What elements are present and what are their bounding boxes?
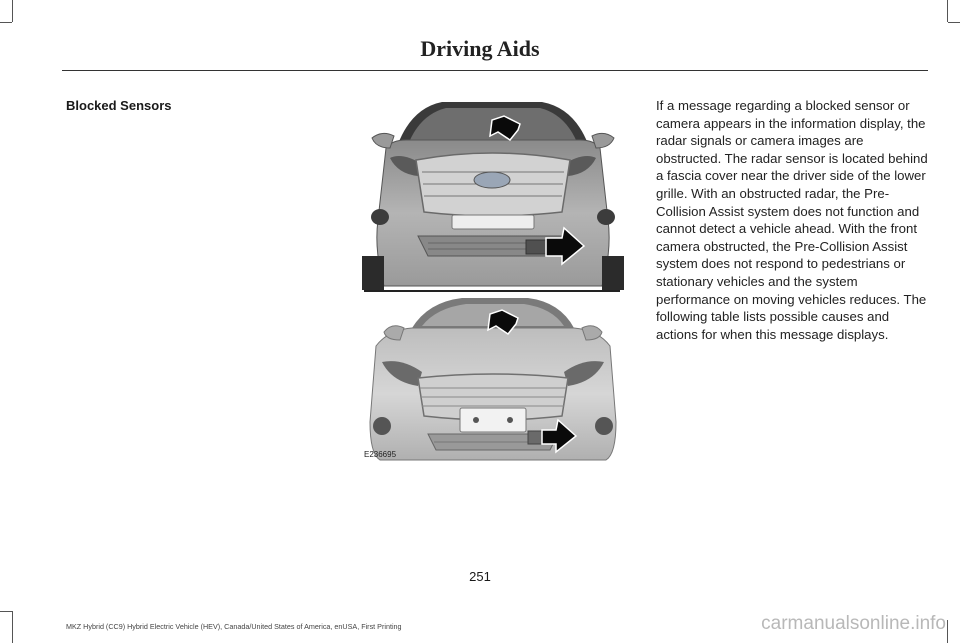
header-rule bbox=[62, 70, 928, 71]
section-heading: Blocked Sensors bbox=[66, 98, 172, 113]
crop-mark bbox=[947, 620, 948, 643]
watermark: carmanualsonline.info bbox=[761, 613, 946, 634]
vehicle-sensor-figure bbox=[362, 100, 624, 468]
crop-mark bbox=[12, 0, 13, 22]
figure-code: E236695 bbox=[364, 450, 397, 459]
figure-divider bbox=[364, 290, 620, 292]
crop-mark bbox=[948, 22, 960, 23]
crop-mark bbox=[12, 611, 13, 643]
crop-mark bbox=[947, 0, 948, 22]
page-header-title: Driving Aids bbox=[420, 36, 540, 61]
page-number: 251 bbox=[469, 569, 491, 584]
crop-mark bbox=[0, 611, 12, 612]
crop-mark bbox=[0, 22, 12, 23]
print-info: MKZ Hybrid (CC9) Hybrid Electric Vehicle (HEV), Canada/United States of America, enUSA, First Printing bbox=[66, 622, 402, 631]
body-paragraph: If a message regarding a blocked sensor or camera appears in the information display, the radar signals or camera images are obstructed. The radar sensor is located behind a fascia cover near the driver side of the lower grille. With an obstructed radar, the Pre-Collision Assist system does not function and cannot detect a vehicle ahead. With the front camera obstructed, the Pre-Collision Assist system does not respond to pedestrians or stationary vehicles and the system performance on moving vehicles reduces. The following table lists possible causes and actions for when this message displays. bbox=[656, 98, 928, 342]
